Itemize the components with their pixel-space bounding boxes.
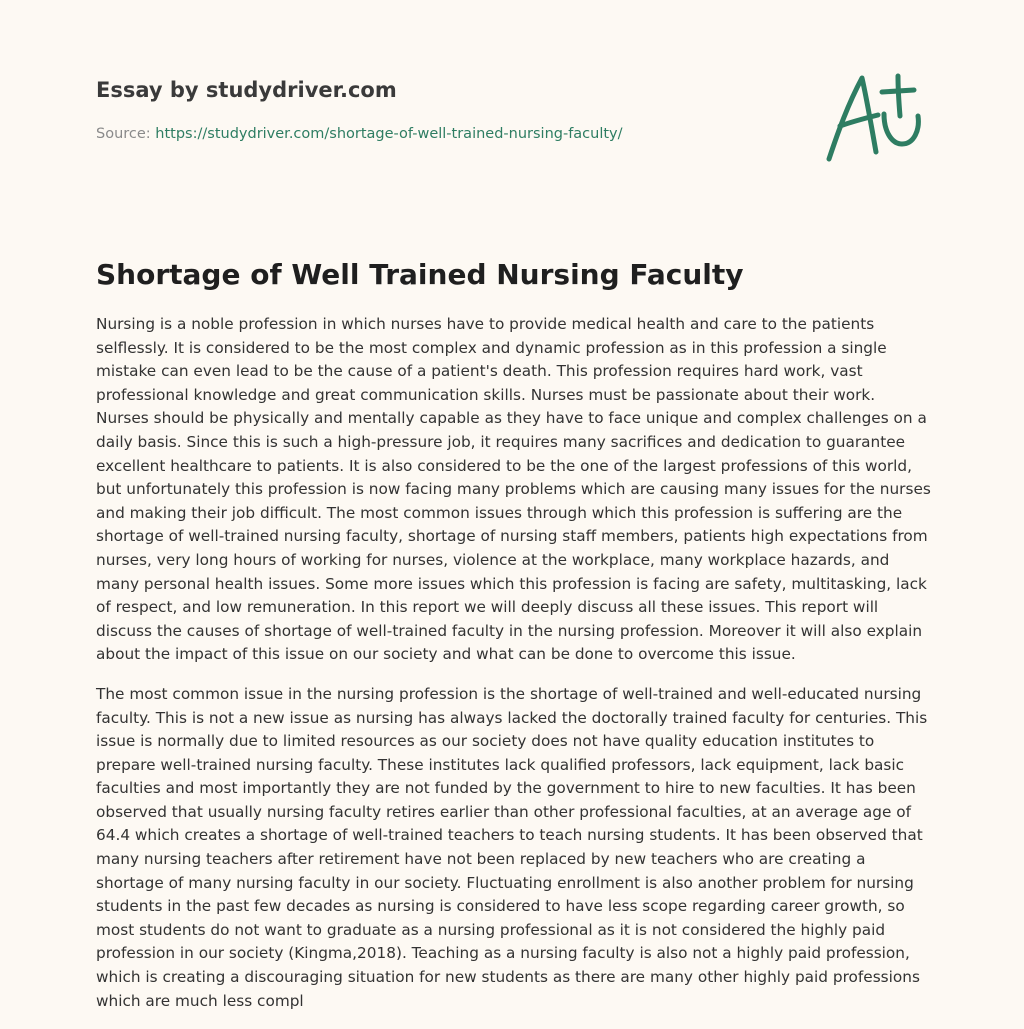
brand-title: Essay by studydriver.com: [96, 78, 397, 102]
essay-body: [96, 313, 931, 1029]
source-link[interactable]: https://studydriver.com/shortage-of-well-trained-nursing-faculty/: [155, 126, 623, 142]
paragraph: Nursing is a noble profession in which nurses have to provide medical health and care to the patients selflessly. It is considered to be the most complex and dynamic profession as in this profession a single mistake can even lead to be the cause of a patient's death. This profession requires hard work, vast professional knowledge and great communication skills. Nurses must be passionate about their work. Nurses should be physically and mentally capable as they have to face unique and complex challenges on a daily basis. Since this is such a high-pressure job, it requires many sacrifices and dedication to guarantee excellent healthcare to patients. It is also considered to be the one of the largest professions of this world, but unfortunately this profession is now facing many problems which are causing many issues for the nurses and making their job difficult. The most common issues through which this profession is suffering are the shortage of well-trained nursing faculty, shortage of nursing staff members, patients high expectations from nurses, very long hours of working for nurses, violence at the workplace, many workplace hazards, and many personal health issues. Some more issues which this profession is facing are safety, multitasking, lack of respect, and low remuneration. In this report we will deeply discuss all these issues. This report will discuss the causes of shortage of well-trained faculty in the nursing profession. Moreover it will also explain about the impact of this issue on our society and what can be done to overcome this issue.: [96, 315, 931, 664]
a-plus-icon: [820, 66, 930, 166]
essay-header: [96, 76, 796, 144]
source-line: [96, 124, 796, 144]
a-plus-logo: [820, 66, 930, 166]
paragraph: The most common issue in the nursing profession is the shortage of well-trained and well-educated nursing faculty. This is not a new issue as nursing has always lacked the doctorally trained faculty for centuries. This issue is normally due to limited resources as our society does not have quality education institutes to prepare well-trained nursing faculty. These institutes lack qualified professors, lack equipment, lack basic faculties and most importantly they are not funded by the government to hire to new faculties. It has been observed that usually nursing faculty retires earlier than other professional faculties, at an average age of 64.4 which creates a shortage of well-trained teachers to teach nursing students. It has been observed that many nursing teachers after retirement have not been replaced by new teachers who are creating a shortage of many nursing faculty in our society. Fluctuating enrollment is also another problem for nursing students in the past few decades as nursing is considered to have less scope regarding career growth, so most students do not want to graduate as a nursing professional as it is not considered the highly paid profession in our society (Kingma,2018). Teaching as a nursing faculty is also not a highly paid profession, which is creating a discouraging situation for new students as there are many other highly paid professions which are much less compl: [96, 684, 928, 1010]
essay-title: Shortage of Well Trained Nursing Faculty: [96, 258, 744, 291]
source-label: Source:: [96, 126, 156, 142]
